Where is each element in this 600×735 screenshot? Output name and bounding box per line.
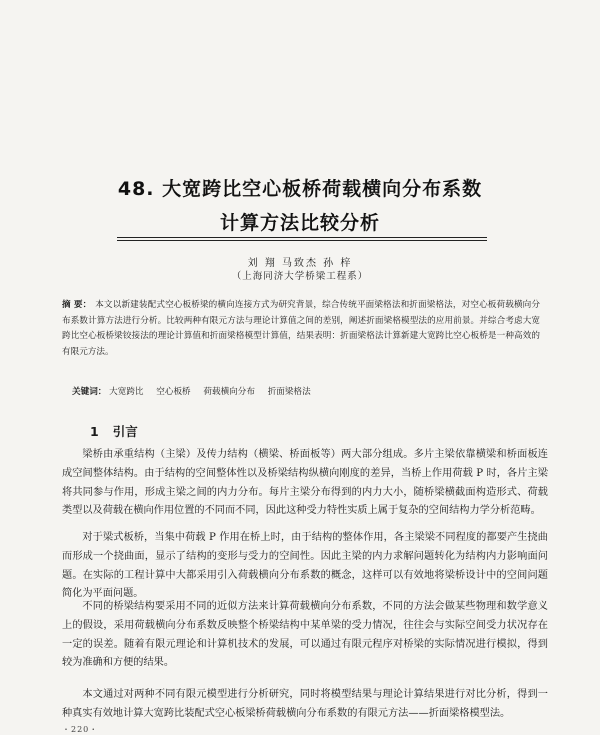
- keyword: 空心板桥: [156, 387, 191, 397]
- paper-title-line-1: 48. 大宽跨比空心板桥荷载横向分布系数: [117, 178, 483, 200]
- affiliation: （上海同济大学桥梁工程系）: [231, 271, 369, 282]
- paper-title-line-2: 计算方法比较分析: [219, 212, 380, 234]
- section-number: 1: [90, 424, 99, 439]
- keywords: [72, 385, 542, 397]
- body-paragraph: 梁桥由承重结构（主梁）及传力结构（横梁、桥面板等）两大部分组成。多片主梁依靠横梁和桥面板连成空间整体结构。由于结构的空间整体性以及桥梁结构纵横向刚度的差异，当桥上作用荷载 P 时，各片主梁将共同参与作用，形成主梁之间的内力分布。每片主梁分布得到的内力大小，随桥梁横截面构造形式、荷载类型以及荷载在横向作用位置的不同而不同，因此这种受力特性实质上属于复杂的空间结构力学分析范畴。: [62, 449, 548, 517]
- keywords-label: 关键词：: [72, 387, 107, 397]
- keyword: 荷载横向分布: [203, 387, 255, 397]
- page-number: ・220・: [62, 725, 99, 734]
- section-heading: [90, 422, 138, 440]
- abstract-label: 摘 要：: [62, 300, 92, 310]
- abstract: [62, 298, 540, 360]
- keyword: 折面梁格法: [267, 387, 311, 397]
- abstract-text: 本文以新建装配式空心板桥梁的横向连接方式为研究背景，综合传统平面梁格法和折面梁格法，对空心板荷载横向分布系数计算方法进行分析。比较两种有限元方法与理论计算值之间的差别，阐述折面梁格模型法的应用前景。并综合考虑大宽跨比空心板桥梁铰接法的理论计算值和折面梁格模型计算值，结果表明：折面梁格法计算新建大宽跨比空心板桥是一种高效的有限元方法。: [62, 300, 540, 357]
- section-title: 引言: [112, 424, 138, 439]
- title-rule-top: [117, 237, 487, 238]
- body-paragraph: 本文通过对两种不同有限元模型进行分析研究，同时将模型结果与理论计算结果进行对比分析，得到一种真实有效地计算大宽跨比装配式空心板梁桥荷载横向分布系数的有限元方法——折面梁格模型法。: [62, 689, 548, 719]
- title-rule-bottom: [117, 240, 487, 241]
- authors: 刘 翔 马致杰 孙 梓: [247, 258, 353, 269]
- body-paragraph: 对于梁式板桥，当集中荷载 P 作用在桥上时，由于结构的整体作用，各主梁梁不同程度的都要产生挠曲而形成一个挠曲面，显示了结构的变形与受力的空间性。因此主梁的内力求解问题转化为结构内力影响面问题。在实际的工程计算中大都采用引入荷载横向分布系数的概念，这样可以有效地将梁桥设计中的空间问题简化为平面问题。: [62, 532, 548, 600]
- keyword: 大宽跨比: [109, 387, 144, 397]
- body-paragraph: 不同的桥梁结构要采用不同的近似方法来计算荷载横向分布系数，不同的方法会做某些物理和数学意义上的假设，采用荷载横向分布系数反映整个桥梁结构中某单梁的受力情况，往往会与实际空间受力状况存在一定的误差。随着有限元理论和计算机技术的发展，可以通过有限元程序对桥梁的实际情况进行模拟，得到较为准确和方便的结果。: [62, 601, 548, 669]
